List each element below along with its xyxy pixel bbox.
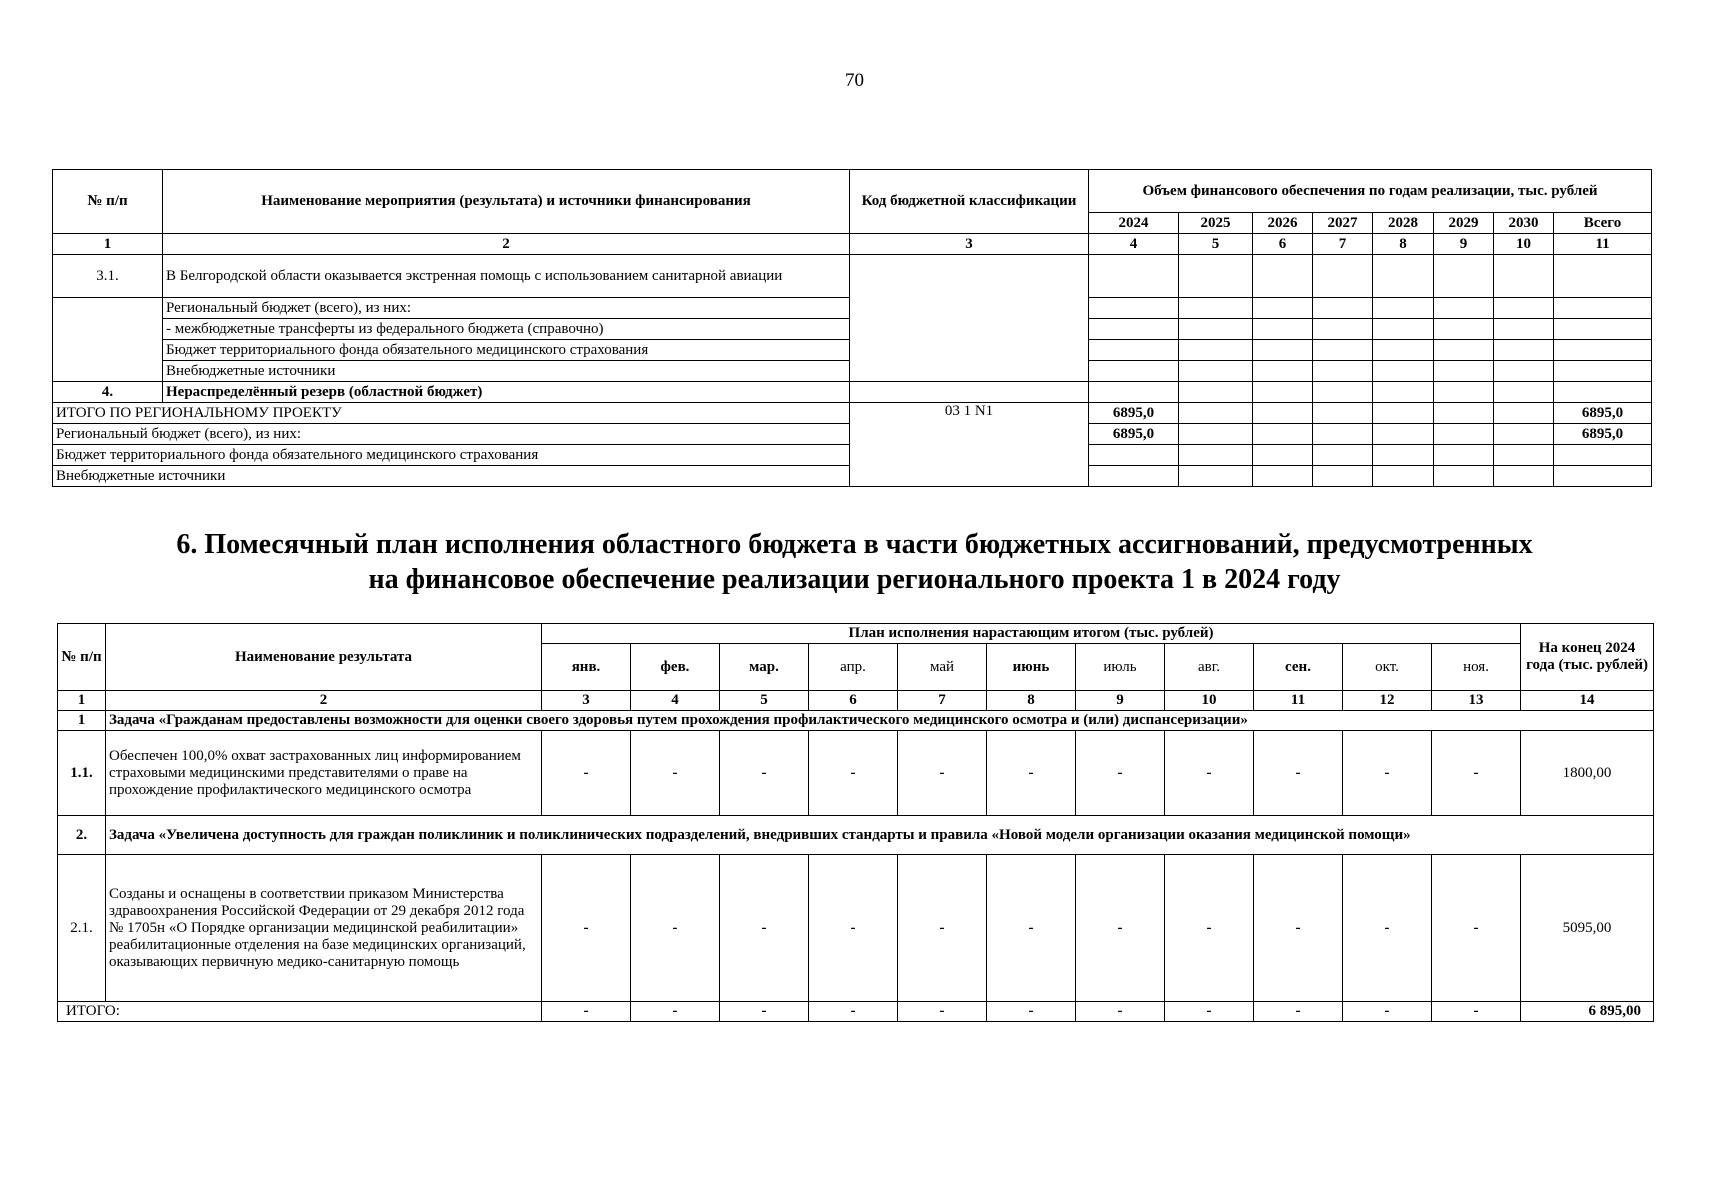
col-number: 7 (1313, 234, 1373, 255)
header-num: № п/п (53, 170, 163, 234)
header-name: Наименование результата (106, 624, 542, 691)
header-month: май (898, 644, 987, 691)
dash-cell: - (542, 731, 631, 816)
dash-cell: - (987, 1002, 1076, 1022)
header-month: янв. (542, 644, 631, 691)
col-number: 10 (1494, 234, 1554, 255)
task-num: 1 (58, 711, 106, 731)
row-name: Региональный бюджет (всего), из них: (163, 298, 850, 319)
col-number: 10 (1165, 691, 1254, 711)
header-month: июль (1076, 644, 1165, 691)
header-month: июнь (987, 644, 1076, 691)
dash-cell: - (898, 1002, 987, 1022)
header-month: апр. (809, 644, 898, 691)
col-number: 8 (1373, 234, 1434, 255)
dash-cell: - (631, 855, 720, 1002)
col-number: 11 (1554, 234, 1652, 255)
col-number: 5 (720, 691, 809, 711)
header-month: фев. (631, 644, 720, 691)
dash-cell: - (1165, 1002, 1254, 1022)
col-number: 13 (1432, 691, 1521, 711)
dash-cell: - (1432, 855, 1521, 1002)
row-name: Обеспечен 100,0% охват застрахованных лиц информированием страховыми медицинскими представителями о праве на прохождение профилактического медицинского осмотра (106, 731, 542, 816)
dash-cell: - (1076, 1002, 1165, 1022)
total-row-name: Региональный бюджет (всего), из них: (53, 424, 850, 445)
end-value: 5095,00 (1521, 855, 1654, 1002)
dash-cell: - (1343, 1002, 1432, 1022)
header-year: 2027 (1313, 213, 1373, 234)
header-month: ноя. (1432, 644, 1521, 691)
dash-cell: - (1343, 731, 1432, 816)
dash-cell: - (542, 855, 631, 1002)
page-number: 70 (845, 70, 864, 91)
header-year: 2028 (1373, 213, 1434, 234)
col-number: 2 (163, 234, 850, 255)
header-month: сен. (1254, 644, 1343, 691)
total-value: 6895,0 (1089, 403, 1179, 424)
row-num: 4. (53, 382, 163, 403)
col-number: 4 (631, 691, 720, 711)
header-year: 2024 (1089, 213, 1179, 234)
col-number: 1 (58, 691, 106, 711)
col-number: 9 (1434, 234, 1494, 255)
total-code: 03 1 N1 (850, 403, 1089, 487)
row-num (53, 298, 163, 382)
row-num: 1.1. (58, 731, 106, 816)
col-number: 14 (1521, 691, 1654, 711)
col-number: 2 (106, 691, 542, 711)
row-num: 3.1. (53, 255, 163, 298)
col-number: 6 (809, 691, 898, 711)
row-name: Внебюджетные источники (163, 361, 850, 382)
row-name: В Белгородской области оказывается экстренная помощь с использованием санитарной авиации (163, 255, 850, 298)
dash-cell: - (1254, 731, 1343, 816)
col-number: 6 (1253, 234, 1313, 255)
total-row-name: Внебюджетные источники (53, 466, 850, 487)
col-number: 1 (53, 234, 163, 255)
section-title-line: 6. Помесячный план исполнения областного бюджета в части бюджетных ассигнований, предусмотренных (176, 529, 1533, 560)
dash-cell: - (1076, 731, 1165, 816)
header-name: Наименование мероприятия (результата) и источники финансирования (163, 170, 850, 234)
header-month: окт. (1343, 644, 1432, 691)
header-end: На конец 2024 года (тыс. рублей) (1521, 624, 1654, 691)
header-year: 2029 (1434, 213, 1494, 234)
dash-cell: - (1254, 855, 1343, 1002)
total-label: ИТОГО: (58, 1002, 542, 1022)
header-num: № п/п (58, 624, 106, 691)
header-month: авг. (1165, 644, 1254, 691)
task-text: Задача «Гражданам предоставлены возможности для оценки своего здоровья путем прохождения профилактического медицинского осмотра и (или) диспансеризации» (106, 711, 1654, 731)
dash-cell: - (809, 731, 898, 816)
dash-cell: - (1165, 731, 1254, 816)
code-cell (850, 255, 1089, 382)
section-title (0, 527, 1709, 597)
col-number: 11 (1254, 691, 1343, 711)
total-value: 6 895,00 (1521, 1002, 1654, 1022)
dash-cell: - (987, 731, 1076, 816)
total-sum: 6895,0 (1554, 403, 1652, 424)
monthly-plan-table (57, 623, 1654, 1022)
dash-cell: - (898, 855, 987, 1002)
dash-cell: - (809, 1002, 898, 1022)
header-volume: Объем финансового обеспечения по годам реализации, тыс. рублей (1089, 170, 1652, 213)
col-number: 12 (1343, 691, 1432, 711)
end-value: 1800,00 (1521, 731, 1654, 816)
col-number: 9 (1076, 691, 1165, 711)
dash-cell: - (809, 855, 898, 1002)
dash-cell: - (898, 731, 987, 816)
funding-table (52, 169, 1652, 487)
col-number: 7 (898, 691, 987, 711)
header-plan: План исполнения нарастающим итогом (тыс. рублей) (542, 624, 1521, 644)
row-num: 2.1. (58, 855, 106, 1002)
header-code: Код бюджетной классификации (850, 170, 1089, 234)
total-row-name: Бюджет территориального фонда обязательного медицинского страхования (53, 445, 850, 466)
col-number: 5 (1179, 234, 1253, 255)
row-name: Нераспределённый резерв (областной бюджет) (163, 382, 850, 403)
header-month: мар. (720, 644, 809, 691)
header-year: 2030 (1494, 213, 1554, 234)
dash-cell: - (720, 1002, 809, 1022)
row-name: Бюджет территориального фонда обязательного медицинского страхования (163, 340, 850, 361)
header-year: 2025 (1179, 213, 1253, 234)
section-title-line: на финансовое обеспечение реализации регионального проекта 1 в 2024 году (368, 564, 1341, 595)
dash-cell: - (631, 731, 720, 816)
row-name: - межбюджетные трансферты из федерального бюджета (справочно) (163, 319, 850, 340)
col-number: 3 (850, 234, 1089, 255)
row-name: Созданы и оснащены в соответствии приказом Министерства здравоохранения Российской Федерации от 29 декабря 2012 года № 1705н «О Порядке организации медицинской реабилитации» реабилитационные отделения на базе медицинских организаций, оказывающих первичную медико-санитарную помощь (106, 855, 542, 1002)
col-number: 3 (542, 691, 631, 711)
dash-cell: - (542, 1002, 631, 1022)
total-row-name: ИТОГО ПО РЕГИОНАЛЬНОМУ ПРОЕКТУ (53, 403, 850, 424)
dash-cell: - (987, 855, 1076, 1002)
dash-cell: - (720, 731, 809, 816)
header-year: 2026 (1253, 213, 1313, 234)
dash-cell: - (1343, 855, 1432, 1002)
dash-cell: - (1076, 855, 1165, 1002)
dash-cell: - (1432, 731, 1521, 816)
total-value: 6895,0 (1089, 424, 1179, 445)
header-total: Всего (1554, 213, 1652, 234)
dash-cell: - (720, 855, 809, 1002)
col-number: 8 (987, 691, 1076, 711)
task-num: 2. (58, 816, 106, 855)
total-sum: 6895,0 (1554, 424, 1652, 445)
dash-cell: - (1254, 1002, 1343, 1022)
task-text: Задача «Увеличена доступность для граждан поликлиник и поликлинических подразделений, внедривших стандарты и правила «Новой модели организации оказания медицинской помощи» (106, 816, 1654, 855)
dash-cell: - (1165, 855, 1254, 1002)
dash-cell: - (631, 1002, 720, 1022)
col-number: 4 (1089, 234, 1179, 255)
dash-cell: - (1432, 1002, 1521, 1022)
